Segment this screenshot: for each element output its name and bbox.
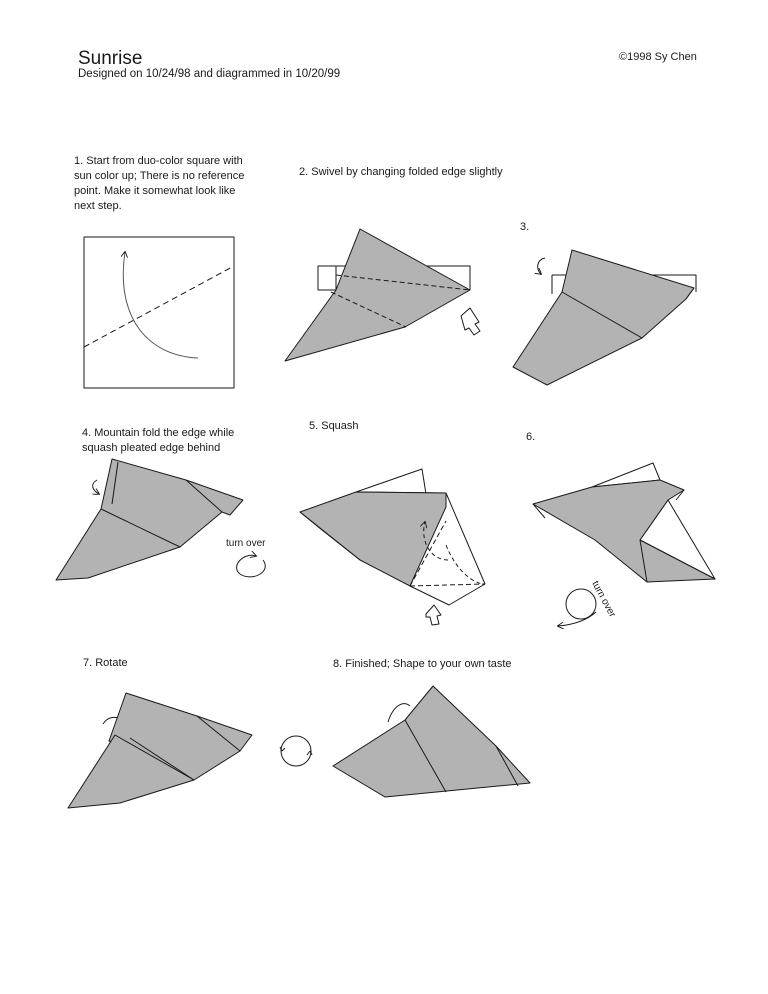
step-7-label: 7. Rotate bbox=[83, 657, 128, 669]
step-2-swivel-figure bbox=[285, 229, 480, 361]
diagram-title: Sunrise bbox=[78, 48, 143, 69]
step-8-finished-figure bbox=[333, 686, 530, 797]
copyright-notice: ©1998 Sy Chen bbox=[619, 51, 697, 63]
step-4-figure bbox=[56, 459, 266, 580]
squash-arrow bbox=[426, 605, 441, 625]
step-3-label: 3. bbox=[520, 221, 530, 233]
step-1-square-figure bbox=[84, 237, 234, 388]
step-4-label: 4. Mountain fold the edge while squash pleated edge behind bbox=[82, 427, 235, 454]
step-6-figure bbox=[533, 463, 715, 626]
step-7-figure bbox=[68, 693, 312, 808]
step-3-figure bbox=[513, 250, 696, 385]
step-1-label: 1. Start from duo-color square with sun color up; There is no reference point. Make it somewhat look like next step. bbox=[74, 155, 245, 212]
push-arrow bbox=[461, 308, 480, 335]
turn-over-arrow-1 bbox=[237, 555, 266, 577]
step-2-label: 2. Swivel by changing folded edge slightly bbox=[299, 166, 503, 178]
rotate-arrow bbox=[538, 258, 545, 274]
colored-layer bbox=[285, 229, 470, 361]
step-6-label: 6. bbox=[526, 431, 536, 443]
step-5-squash-figure bbox=[300, 469, 485, 625]
step-5-label: 5. Squash bbox=[309, 420, 359, 432]
back-layer bbox=[318, 266, 336, 290]
step-8-label: 8. Finished; Shape to your own taste bbox=[333, 658, 512, 670]
paper-square bbox=[84, 237, 234, 388]
turn-over-arrow-2 bbox=[558, 612, 596, 626]
diagram-subtitle: Designed on 10/24/98 and diagrammed in 10/20/99 bbox=[78, 68, 341, 80]
turn-over-label-2: turn over bbox=[589, 579, 618, 620]
turn-over-label-1: turn over bbox=[226, 538, 266, 549]
